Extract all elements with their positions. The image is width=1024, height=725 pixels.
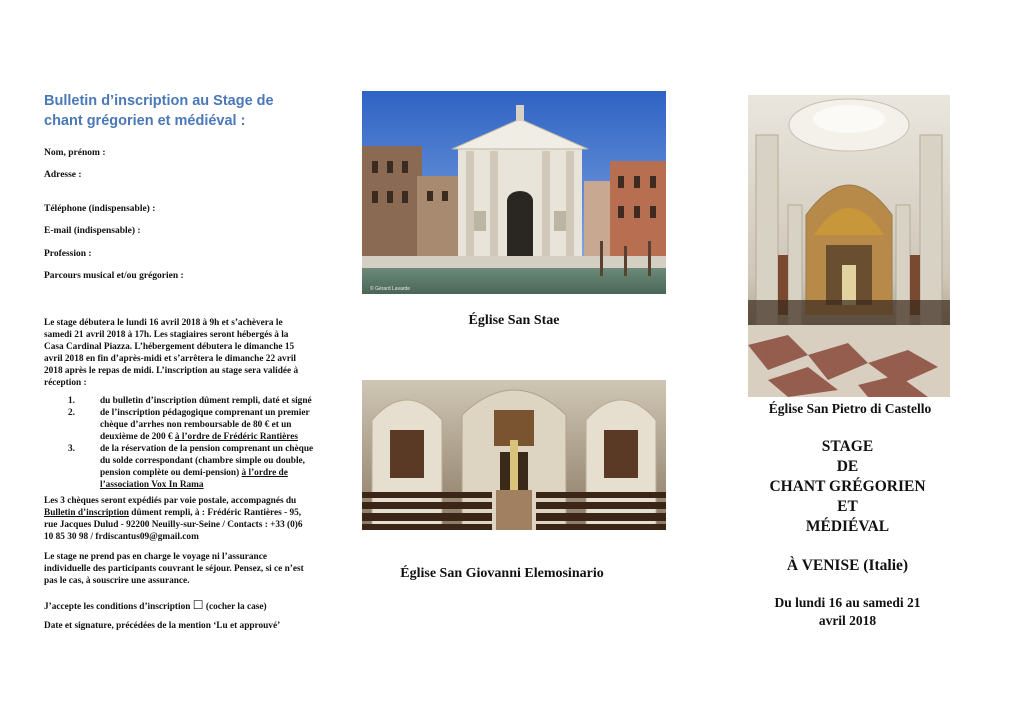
event-title-line: MÉDIÉVAL [805, 518, 890, 535]
intro-line: 2018 après le repas de midi. L’inscription au stage sera validée à [44, 366, 299, 376]
signature-line: Date et signature, précédées de la mention ‘Lu et approuvé’ [44, 621, 281, 631]
san-pietro-photo [748, 95, 950, 397]
event-dates: Du lundi 16 au samedi 21 avril 2018 [774, 595, 921, 628]
event-title [735, 437, 960, 537]
san-giovanni-image [362, 380, 666, 530]
intro-paragraph [44, 317, 320, 389]
phone-field-label: Téléphone (indispensable) : [44, 204, 156, 214]
event-title-line: DE [836, 458, 859, 475]
profession-field-label: Profession : [44, 249, 92, 259]
list-item: 2. de l’inscription pédagogique comprenant un premier chèque d’arrhes non remboursable de 80 € et un deuxième de 200 € à l’ordre de Frédéric Rantières [68, 408, 310, 442]
address-field-label: Adresse : [44, 170, 82, 180]
requirements-list [44, 395, 320, 491]
background-field-label: Parcours musical et/ou grégorien : [44, 271, 184, 281]
list-item: 1. du bulletin d’inscription dûment rempli, daté et signé [68, 396, 312, 406]
cheques-paragraph: Les 3 chèques seront expédiés par voie postale, accompagnés du Bulletin d’inscription dûment rempli, à : Frédéric Rantières - 95, rue Jacques Dulud - 92200 Neuilly-sur-Seine / Contacts : +33 (0)6 10 85 30 98 / frdiscantus09@gmail.com [44, 496, 303, 542]
event-title-line: STAGE [821, 438, 874, 455]
accept-checkbox[interactable]: ☐ [192, 598, 204, 612]
intro-line: Le stage débutera le lundi 16 avril 2018 à 9h et s’achèvera le [44, 318, 283, 328]
photo-credit: © Gérard Lavarde [370, 286, 411, 292]
san-pietro-caption: Église San Pietro di Castello [768, 401, 932, 416]
intro-line: Casa Cardinal Piazza. L’hébergement débutera le dimanche 15 [44, 342, 295, 352]
event-title-line: ET [837, 498, 858, 515]
intro-line: avril 2018 en fin d’après-midi et s’arrêtera le dimanche 22 avril [44, 354, 297, 364]
san-giovanni-photo [362, 380, 666, 530]
intro-line: samedi 21 avril 2018 à 17h. Les stagiaires seront hébergés à la [44, 330, 289, 340]
form-title-line2: chant grégorien et médiéval : [44, 113, 246, 129]
name-field-label: Nom, prénom : [44, 148, 106, 158]
san-stae-image [362, 91, 666, 294]
list-item: 3. de la réservation de la pension comprenant un chèque du solde correspondant (chambre simple ou double, pension complète ou demi-pension) à l’ordre de l’association Vox In Rama [68, 444, 314, 490]
travel-paragraph: Le stage ne prend pas en charge le voyage ni l’assurance individuelle des participants couvrant le séjour. Pensez, si ce n’est pas le cas, à souscrire une assurance. [44, 552, 304, 586]
email-field-label: E-mail (indispensable) : [44, 226, 141, 236]
san-pietro-image [748, 95, 950, 397]
accept-conditions: J’accepte les conditions d’inscription ☐ (cocher la case) [44, 598, 267, 612]
event-title-line: CHANT GRÉGORIEN [769, 478, 926, 495]
intro-line: réception : [44, 378, 87, 388]
form-title-line1: Bulletin d’inscription au Stage de [44, 93, 274, 109]
san-giovanni-caption: Église San Giovanni Elemosinario [400, 566, 604, 581]
san-stae-photo [362, 91, 666, 294]
event-location: À VENISE (Italie) [786, 557, 909, 574]
form-title [44, 91, 304, 131]
san-stae-caption: Église San Stae [468, 313, 560, 328]
